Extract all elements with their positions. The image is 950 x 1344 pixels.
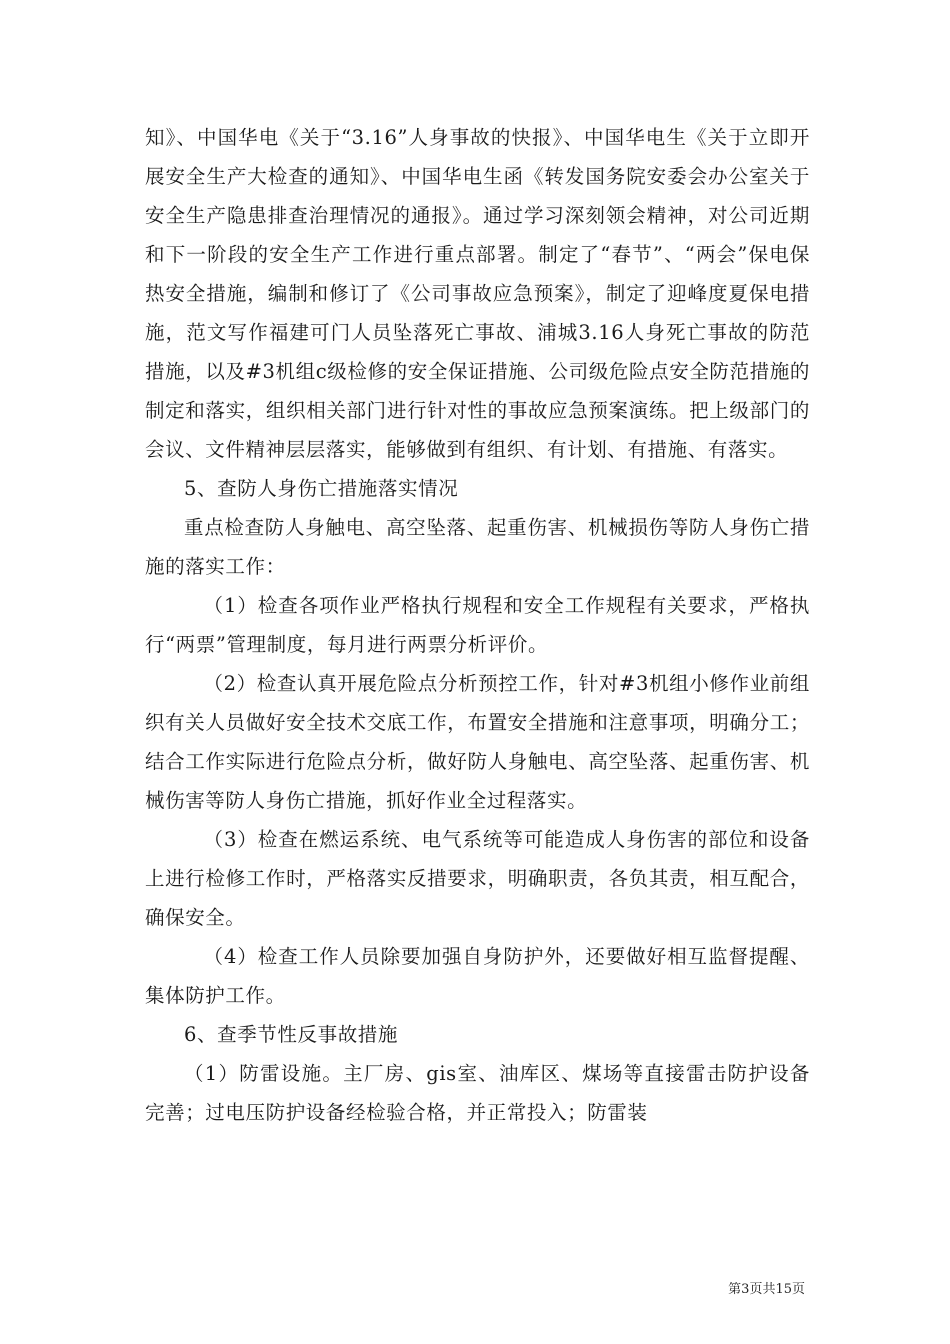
list-item-6-1: （1）防雷设施。主厂房、gis室、油库区、煤场等直接雷击防护设备完善；过电压防护设备经检验合格，并正常投入；防雷装 [145, 1062, 810, 1124]
list-item-5-3: （3）检查在燃运系统、电气系统等可能造成人身伤害的部位和设备上进行检修工作时，严格落实反措要求，明确职责，各负其责，相互配合，确保安全。 [145, 828, 810, 929]
list-item-5-1: （1）检查各项作业严格执行规程和安全工作规程有关要求，严格执行“两票”管理制度，每月进行两票分析评价。 [145, 594, 810, 656]
list-item-5-2: （2）检查认真开展危险点分析预控工作，针对#3机组小修作业前组织有关人员做好安全技术交底工作，布置安全措施和注意事项，明确分工；结合工作实际进行危险点分析，做好防人身触电、高空坠落、起重伤害、机械伤害等防人身伤亡措施，抓好作业全过程落实。 [145, 672, 810, 812]
section-heading-6: 6、查季节性反事故措施 [184, 1023, 399, 1046]
page-number-footer: 第3页共15页 [728, 1282, 805, 1297]
section-heading-5: 5、查防人身伤亡措施落实情况 [184, 477, 459, 500]
paragraph-intro-continued: 知》、中国华电《关于“3.16”人身事故的快报》、中国华电生《关于立即开展安全生产大检查的通知》、中国华电生函《转发国务院安委会办公室关于安全生产隐患排查治理情况的通报》。通过学习深刻领会精神，对公司近期和下一阶段的安全生产工作进行重点部署。制定了“春节”、“两会”保电保热安全措施，编制和修订了《公司事故应急预案》，制定了迎峰度夏保电措施，范文写作福建可门人员坠落死亡事故、浦城3.16人身死亡事故的防范措施，以及#3机组c级检修的安全保证措施、公司级危险点安全防范措施的制定和落实，组织相关部门进行针对性的事故应急预案演练。把上级部门的会议、文件精神层层落实，能够做到有组织、有计划、有措施、有落实。 [145, 126, 810, 461]
document-body [145, 118, 810, 1132]
paragraph-section-5-summary: 重点检查防人身触电、高空坠落、起重伤害、机械损伤等防人身伤亡措施的落实工作： [145, 516, 810, 578]
list-item-5-4: （4）检查工作人员除要加强自身防护外，还要做好相互监督提醒、集体防护工作。 [145, 945, 810, 1007]
